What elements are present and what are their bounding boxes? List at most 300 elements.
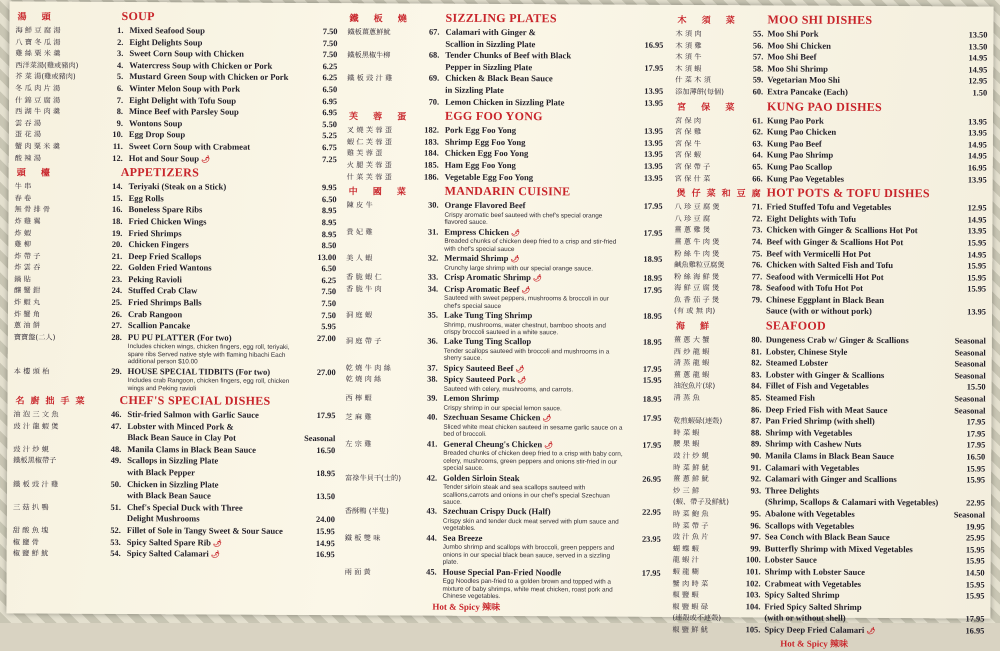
item-chinese-name: 油 泡 三 文 魚 (13, 409, 83, 421)
item-number: 14. (85, 181, 123, 193)
item-name (767, 173, 844, 185)
item-number: 80. (732, 334, 762, 346)
item-name (129, 83, 240, 95)
item-description: Egg Noodles pan-fried to a golden brown and topped with a mixture of baby shrimps, white meat chicken, roast pork and Chinese vegetables. (342, 577, 662, 601)
item-number: 64. (733, 150, 763, 162)
item-number: 82. (732, 357, 762, 369)
item-name (128, 297, 202, 309)
item-price: 13.95 (968, 128, 987, 140)
item-chinese-name: 椒 鹽 蝦 碌 (672, 601, 742, 613)
item-price: 17.95 (644, 201, 663, 213)
item-name (127, 421, 233, 433)
item-number: 46. (83, 409, 121, 421)
item-name-text: Chicken & Black Bean Sauce (445, 73, 552, 84)
item-name (129, 25, 205, 37)
item-chinese-name: 椒 鹽 鮮 魷 (13, 548, 83, 560)
section-title: MANDARIN CUISINE (445, 184, 571, 200)
item-name (128, 251, 201, 263)
item-name-text: Fillet of Sole in Tangy Sweet & Sour Sauce (127, 525, 283, 536)
item-chinese-name: 蟹 肉 時 菜 (673, 577, 743, 589)
item-name-text: Beef with Vermicelli Hot Pot (766, 248, 871, 259)
item-price: Seasonal (955, 335, 986, 347)
item-chinese-name: 龍 蝦 汁 (673, 554, 743, 566)
item-number: 51. (83, 502, 121, 514)
item-chinese-name: 什 錦 豆 腐 湯 (15, 94, 85, 106)
item-name-text: Crisp Aromatic Shrimp (444, 272, 531, 282)
item-chinese-name: 蝦 仁 芙 蓉 蛋 (347, 136, 417, 148)
item-price: 7.50 (323, 49, 338, 61)
item-name (128, 216, 206, 228)
menu-page (6, 1, 993, 618)
item-name-text: Szechuan Sesame Chicken (443, 412, 540, 423)
item-name (444, 336, 531, 348)
item-name (766, 346, 848, 358)
item-name-text: Mustard Green Soup with Chicken or Pork (129, 71, 288, 82)
item-name-text: PU PU PLATTER (For two) (128, 332, 232, 343)
chili-icon: 🌶 (544, 441, 553, 449)
item-price: 13.95 (644, 172, 663, 184)
section-title: SIZZLING PLATES (445, 11, 556, 27)
section-chinese-title: 海 鮮 (676, 319, 715, 332)
item-name (765, 427, 852, 439)
item-name (766, 334, 909, 346)
item-number: 105. (730, 624, 760, 636)
item-price: 17.95 (644, 227, 663, 239)
item-chinese-name: 薑 蔥 雞 煲 (674, 224, 744, 236)
menu-item (345, 171, 665, 184)
item-price: 7.50 (321, 310, 336, 322)
item-name-text: Scallops in Sizzling Plate (127, 455, 218, 465)
item-price: 18.95 (643, 311, 662, 323)
item-chinese-name: 貴 妃 雞 (346, 226, 416, 238)
item-number: 87. (731, 415, 761, 427)
section-title: SOUP (121, 9, 154, 24)
section-chinese-title: 煲仔菜和豆腐 (677, 186, 767, 199)
section-header (345, 109, 665, 125)
item-name-text: Fried Spicy Salted Shrimp (764, 601, 861, 612)
item-name (445, 50, 571, 62)
item-chinese-name: 椒 鹽 鮮 魷 (672, 624, 742, 636)
item-number: 88. (731, 427, 761, 439)
item-name (127, 513, 200, 525)
item-price: 9.95 (322, 182, 337, 194)
item-name (129, 48, 244, 60)
item-name-text: Watercress Soup with Chicken or Pork (129, 60, 272, 71)
item-number: 19. (84, 227, 122, 239)
item-price: 13.95 (644, 86, 663, 98)
item-name-text: Manila Clams in Black Bean Sauce (765, 450, 894, 461)
item-number: 66. (733, 173, 763, 185)
item-name (129, 129, 185, 141)
item-price: 8.95 (322, 229, 337, 241)
item-name (128, 320, 190, 332)
item-name-text: Boneless Spare Ribs (128, 204, 202, 214)
item-chinese-name: 八 珍 豆 腐 煲 (675, 201, 745, 213)
item-name-text: Vegetarian Moo Shi (767, 75, 840, 85)
item-name-text: Kung Pao Pork (767, 115, 824, 125)
item-price: 13.95 (968, 226, 987, 238)
section-title: HOT POTS & TOFU DISHES (767, 186, 930, 202)
item-name (129, 71, 288, 83)
item-name (128, 332, 232, 344)
item-price: 8.95 (322, 217, 337, 229)
item-name-text: Spicy Deep Fried Calamari (764, 624, 864, 635)
item-name-text: Wontons Soup (129, 118, 182, 128)
item-name-text: Spicy Sauteed Beef (444, 362, 514, 372)
item-number: 97. (731, 531, 761, 543)
item-price: 16.95 (316, 549, 335, 561)
item-name-text: Golden Sirloin Steak (443, 472, 519, 482)
item-chinese-name: 油泡魚片(球) (674, 380, 744, 392)
item-name (445, 38, 535, 50)
chili-icon: 🌶 (533, 274, 542, 282)
item-number: 61. (733, 115, 763, 127)
chili-icon: 🌶 (201, 155, 210, 163)
item-name-text: Teriyaki (Steak on a Stick) (129, 181, 227, 192)
item-number: 67. (405, 27, 439, 39)
item-number: 79. (732, 294, 762, 306)
item-name-text: Dungeness Crab w/ Ginger & Scallions (766, 334, 909, 345)
item-chinese-name: 西洋菜湯(雞或豬肉) (15, 59, 85, 71)
item-chinese-name: 雞 柳 (14, 239, 84, 251)
item-price: 15.95 (966, 463, 985, 475)
item-number: 68. (405, 50, 439, 62)
item-price: 7.50 (321, 298, 336, 310)
item-name (128, 239, 188, 251)
item-chinese-name: 蔥 油 餅 (14, 320, 84, 332)
item-name-text: (with or without shell) (764, 613, 845, 623)
item-number: 69. (405, 73, 439, 85)
item-name-text: Ham Egg Foo Yong (445, 160, 516, 170)
item-chinese-name: 炸 雞 翼 (14, 215, 84, 227)
item-price: 15.95 (967, 237, 986, 249)
item-price: 5.25 (322, 130, 337, 142)
item-number: 38. (404, 374, 438, 386)
item-price: 13.50 (969, 41, 988, 53)
item-name-text: Sea Breeze (443, 532, 483, 542)
item-name (765, 532, 890, 544)
item-price: 16.95 (645, 39, 664, 51)
item-name (127, 525, 283, 537)
item-price: 26.95 (642, 473, 661, 485)
item-number: 73. (732, 225, 762, 237)
item-name-text: Fried Shrimps (128, 228, 181, 238)
item-number: 11. (85, 141, 123, 153)
item-name (128, 274, 182, 286)
item-chinese-name: 炒 三 鮮 (673, 485, 743, 497)
item-name (765, 520, 854, 532)
item-number: 23. (84, 274, 122, 286)
item-price: 15.95 (643, 375, 662, 387)
item-chinese-name: 木 須 肉 (675, 28, 745, 40)
item-chinese-name: 椒 鹽 蝦 (672, 589, 742, 601)
item-number: 5. (85, 71, 123, 83)
item-name-text: Deep Fried Scallops (128, 251, 201, 261)
item-number: 7. (85, 94, 123, 106)
item-price: Seasonal (955, 359, 986, 371)
item-chinese-name: 時 菜 帶 子 (673, 519, 743, 531)
item-name (765, 450, 894, 462)
item-name-text: Three Delights (765, 485, 819, 495)
item-name (767, 138, 822, 150)
item-name-text: Fried Stuffed Tofu and Vegetables (767, 202, 892, 213)
item-number: 100. (731, 555, 761, 567)
item-price: 13.95 (644, 149, 663, 161)
item-chinese-name: 香 脆 蝦 仁 (346, 271, 416, 283)
item-name-text: Shrimp with Lobster Sauce (765, 566, 865, 577)
section-header (673, 13, 989, 29)
item-number: 30. (405, 200, 439, 212)
item-chinese-name: 時 菜 蝦 (673, 427, 743, 439)
item-price: 13.50 (969, 29, 988, 41)
item-number: 18. (84, 216, 122, 228)
item-name (766, 381, 869, 393)
item-chinese-name: 酸 辣 湯 (15, 152, 85, 164)
item-price: 6.95 (322, 107, 337, 119)
item-price: 17.95 (317, 410, 336, 422)
item-chinese-name: 西 檸 蝦 (346, 393, 416, 405)
item-price: Seasonal (304, 433, 335, 445)
item-chinese-name: 雞 絲 粟 米 羹 (15, 48, 85, 60)
section-title: MOO SHI DISHES (767, 12, 872, 28)
item-name-text: Seafood with Tofu Hot Pot (766, 283, 863, 294)
item-name-text: in Sizzling Plate (445, 85, 504, 95)
item-price: 15.95 (966, 556, 985, 568)
item-price: Seasonal (954, 370, 985, 382)
item-chinese-name: 火 腿 芙 蓉 蛋 (347, 159, 417, 171)
item-number: 20. (84, 239, 122, 251)
item-name-text: Kung Pao Chicken (767, 127, 836, 137)
item-name-text: Vegetable Egg Foo Yong (445, 171, 533, 181)
item-name (766, 271, 883, 283)
item-name-text: Tender Chunks of Beef with Black (445, 50, 571, 61)
section-header (345, 11, 665, 27)
item-number: 75. (732, 248, 762, 260)
item-name (766, 369, 885, 381)
item-name (445, 148, 529, 160)
item-chinese-name: 豉 汁 炒 蜆 (673, 450, 743, 462)
item-name-text: Fried Chicken Wings (128, 216, 206, 226)
item-chinese-name: 乾 燒 牛 肉 絲 (346, 362, 416, 374)
item-name-text: Golden Fried Wantons (128, 262, 211, 272)
item-chinese-name: 什 菜 芙 蓉 蛋 (347, 171, 417, 183)
item-price: 13.95 (967, 307, 986, 319)
item-number: 41. (403, 438, 437, 450)
section-header (345, 184, 665, 200)
item-name-text: Fillet of Fish and Vegetables (766, 381, 869, 392)
item-name (445, 125, 516, 137)
item-chinese-name: 豉 汁 龍 蝦 煲 (13, 420, 83, 432)
item-chinese-name: 本 樓 頭 枱 (14, 365, 84, 377)
item-number: 86. (731, 404, 761, 416)
item-name-text: Eight Delights Soup (129, 37, 202, 47)
item-name-text: Lobster with Ginger & Scallions (766, 369, 885, 380)
item-name (766, 213, 856, 225)
item-number: 99. (731, 543, 761, 555)
item-description: Tender sirloin steak and sea scallops sauteed with scallions,carrots and onions in our chef's special Szechuan sauce. (343, 483, 663, 507)
section-header (672, 319, 988, 335)
item-price: Seasonal (954, 405, 985, 417)
item-number: 89. (731, 439, 761, 451)
item-price: 7.50 (323, 38, 338, 50)
item-price: 1.50 (972, 87, 987, 99)
item-price: 17.95 (966, 440, 985, 452)
item-price: 18.95 (316, 468, 335, 480)
item-name-text: Lake Tung Ting Scallop (444, 336, 531, 346)
item-description: Crispy aromatic beef sauteed with chef's special orange flavored sauce. (344, 211, 664, 227)
item-name (128, 366, 271, 378)
item-price: 17.95 (642, 567, 661, 579)
item-name-text: Stir-fried Salmon with Garlic Sauce (127, 409, 259, 420)
section-chinese-title: 鐵 板 燒 (349, 11, 412, 24)
item-name (445, 136, 526, 148)
item-number: 63. (733, 138, 763, 150)
item-name-text: Deep Fried Fish with Meat Sauce (765, 404, 887, 415)
item-chinese-name: 鐵板黑椒帶子 (13, 455, 83, 467)
item-chinese-name: 粉 絲 海 鮮 煲 (674, 271, 744, 283)
item-name-text: Kung Pao Shrimp (767, 150, 833, 160)
item-number: 70. (405, 96, 439, 108)
item-price: 23.95 (642, 534, 661, 546)
item-number: 29. (84, 365, 122, 377)
item-number: 37. (404, 362, 438, 374)
item-chinese-name: 腰 果 蝦 (673, 438, 743, 450)
item-name-text: Fried Shrimps Balls (128, 297, 202, 307)
item-chinese-name: 牛 串 (15, 181, 85, 193)
item-chinese-name: 清 蒸 龍 蝦 (674, 357, 744, 369)
item-name (766, 225, 917, 237)
item-number: 74. (732, 236, 762, 248)
item-chinese-name: 椒 鹽 骨 (13, 536, 83, 548)
item-chinese-name: 冬 瓜 肉 片 湯 (15, 82, 85, 94)
item-name (766, 283, 863, 295)
item-chinese-name: 三 菇 扒 鴨 (13, 501, 83, 513)
item-price: 5.95 (321, 321, 336, 333)
item-number: 9. (85, 118, 123, 130)
item-number: 58. (733, 63, 763, 75)
item-name (127, 444, 256, 456)
item-number: 8. (85, 106, 123, 118)
item-name (765, 508, 855, 520)
item-chinese-name: 寶寶盤(二人) (14, 331, 84, 343)
item-number: 15. (85, 193, 123, 205)
item-price: 6.25 (323, 61, 338, 73)
item-number: 57. (733, 51, 763, 63)
item-name (128, 286, 197, 298)
item-name-text: Abalone with Vegetables (765, 508, 855, 518)
item-description: Crispy skin and tender duck meat served with plum sauce and vegetables. (343, 517, 663, 533)
item-number: 92. (731, 473, 761, 485)
item-chinese-name: 木 須 牛 (675, 51, 745, 63)
item-name (444, 393, 500, 405)
item-name-text: Spicy Salted Calamari (127, 548, 209, 558)
item-price: 17.95 (644, 63, 663, 75)
item-name-text: Calamari with Ginger & (445, 27, 535, 37)
item-number: 50. (83, 478, 121, 490)
item-price: 17.95 (643, 413, 662, 425)
item-price: 13.95 (968, 116, 987, 128)
item-chinese-name: 什 菜 木 須 (675, 74, 745, 86)
item-price: 15.95 (966, 544, 985, 556)
item-chinese-name: 薑 蔥 大 蟹 (674, 334, 744, 346)
item-number: 186. (405, 171, 439, 183)
item-name-text: Stuffed Crab Claw (128, 286, 197, 296)
item-name-text: Mince Beef with Parsley Soup (129, 106, 239, 117)
item-name-text: Chicken in Sizzling Plate (127, 479, 218, 489)
item-description: Jumbo shrimp and scallops with broccoli, green peppers and onions in our special black bean sauce, served in a sizzling plate. (343, 544, 663, 568)
item-name-text: with Black Pepper (127, 467, 195, 477)
item-name-text: Pork Egg Foo Yong (445, 125, 516, 135)
item-description: Crispy shrimp in our special lemon sauce. (343, 404, 663, 413)
item-number: 47. (83, 420, 121, 432)
item-price: 13.95 (644, 126, 663, 138)
item-name (127, 548, 220, 561)
item-number: 95. (731, 508, 761, 520)
item-price: 14.95 (316, 538, 335, 550)
chili-icon: 🌶 (511, 229, 520, 237)
item-number: 35. (404, 309, 438, 321)
item-name (767, 150, 833, 162)
item-name-text: Butterfly Shrimp with Mixed Vegetables (765, 543, 913, 554)
item-name-text: Pepper in Sizzling Plate (445, 61, 532, 71)
item-price: 14.95 (968, 151, 987, 163)
item-price: 15.95 (967, 261, 986, 273)
item-name-text: Lobster, Chinese Style (766, 346, 848, 356)
item-chinese-name: 洞 庭 蝦 (346, 309, 416, 321)
item-name-text: Seafood with Vermicelli Hot Pot (766, 271, 883, 282)
item-name (765, 543, 913, 555)
item-name-text: Chef's Special Duck with Three (127, 502, 243, 513)
item-name-text: Scallops with Vegetables (765, 520, 854, 530)
item-price: 17.95 (967, 417, 986, 429)
item-name (766, 392, 815, 404)
item-name (444, 310, 532, 322)
item-price: 6.50 (322, 263, 337, 275)
item-name-text: Lake Tung Ting Shrimp (444, 310, 532, 320)
item-chinese-name: 乾 燒 肉 絲 (346, 374, 416, 386)
item-name-text: Extra Pancake (Each) (767, 86, 848, 96)
item-price: 13.95 (968, 174, 987, 186)
item-chinese-name: 美 人 蝦 (346, 252, 416, 264)
item-number: 22. (84, 262, 122, 274)
item-name-text: Peking Ravioli (128, 274, 182, 284)
item-chinese-name: 時 菜 鮮 魷 (673, 462, 743, 474)
item-number: 12. (85, 152, 123, 164)
item-name-text: Szechuan Crispy Duck (Half) (443, 506, 551, 517)
item-name-text: Scallion in Sizzling Plate (445, 38, 535, 48)
item-chinese-name: 薑 蔥 鮮 魷 (673, 473, 743, 485)
item-name-text: Sweet Corn Soup with Crabmeat (129, 141, 250, 152)
item-name-text: Chicken Fingers (128, 239, 188, 249)
item-chinese-name: 魚 香 茄 子 煲 (674, 294, 744, 306)
item-price: 6.50 (322, 84, 337, 96)
item-chinese-name: 豉 汁 魚 片 (673, 531, 743, 543)
item-number: 25. (84, 297, 122, 309)
item-name (129, 118, 182, 130)
item-price: 18.95 (643, 394, 662, 406)
section-chinese-title: 木 須 菜 (677, 13, 740, 26)
item-number: 76. (732, 259, 762, 271)
item-price: 15.95 (966, 579, 985, 591)
item-number: 28. (84, 332, 122, 344)
item-name (445, 61, 532, 73)
item-name-text: Moo Shi Pork (767, 28, 818, 38)
item-number: 102. (731, 578, 761, 590)
item-name (766, 236, 903, 248)
item-name (445, 200, 526, 212)
item-number: 53. (83, 536, 121, 548)
item-name (445, 96, 564, 108)
